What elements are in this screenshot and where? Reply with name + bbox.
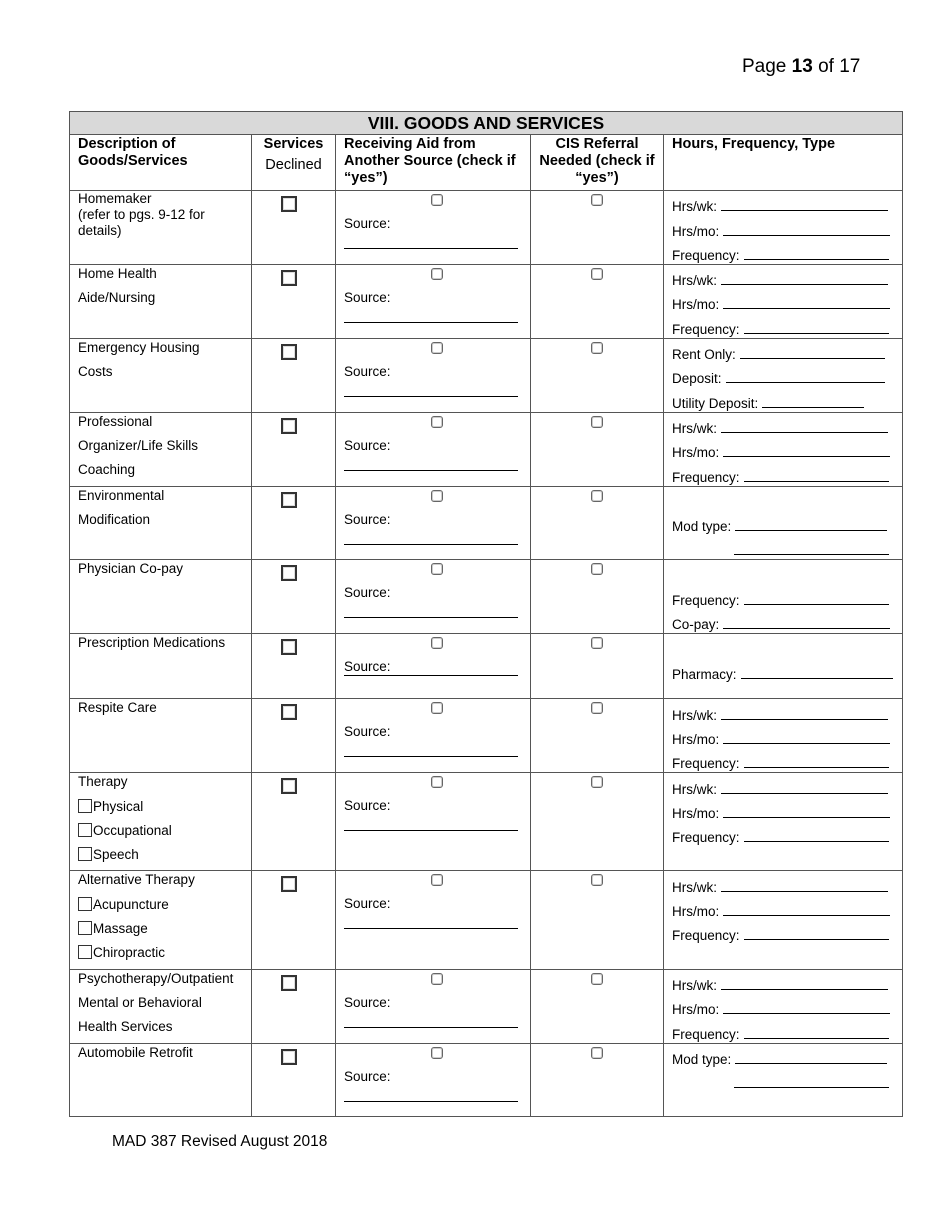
service-description	[70, 634, 252, 699]
hours-frequency-cell	[664, 634, 903, 699]
cis-referral-checkbox[interactable]	[591, 268, 603, 280]
section-title: VIII. GOODS AND SERVICES	[70, 112, 903, 135]
field-line[interactable]	[672, 609, 902, 633]
field-input-line[interactable]	[740, 358, 885, 359]
option-checkbox[interactable]	[78, 897, 92, 911]
field-input-line[interactable]	[721, 210, 888, 211]
field-line[interactable]	[672, 659, 902, 683]
source-input-line[interactable]	[344, 470, 518, 471]
source-input-line[interactable]	[344, 248, 518, 249]
sub-option[interactable]	[78, 920, 247, 944]
header-hours-frequency-type: Hours, Frequency, Type	[664, 135, 903, 191]
declined-cell	[252, 1043, 336, 1116]
receiving-aid-checkbox[interactable]	[431, 342, 443, 354]
field-input-line[interactable]	[741, 678, 893, 679]
option-label: Massage	[93, 921, 148, 937]
declined-checkbox[interactable]	[281, 778, 297, 794]
option-checkbox[interactable]	[78, 799, 92, 813]
cis-referral-cell	[531, 699, 664, 773]
field-input-line[interactable]	[723, 1013, 890, 1014]
field-line[interactable]	[672, 724, 902, 748]
description-text: Emergency Housing	[78, 339, 200, 355]
receiving-aid-cell	[336, 560, 531, 634]
cis-referral-cell	[531, 264, 664, 338]
field-line[interactable]	[672, 487, 902, 511]
field-input-line[interactable]	[734, 1087, 889, 1088]
description-text: Health Services	[78, 1019, 173, 1035]
field-label: Hrs/mo:	[672, 731, 720, 747]
service-description	[70, 486, 252, 560]
field-input-line[interactable]	[744, 939, 889, 940]
declined-cell	[252, 773, 336, 871]
field-line[interactable]	[672, 773, 902, 797]
declined-checkbox[interactable]	[281, 196, 297, 212]
receiving-aid-checkbox[interactable]	[431, 776, 443, 788]
declined-cell	[252, 634, 336, 699]
description-text: Alternative Therapy	[78, 872, 195, 888]
cis-referral-cell	[531, 412, 664, 486]
declined-cell	[252, 264, 336, 338]
field-input-line[interactable]	[721, 891, 888, 892]
field-label: Hrs/mo:	[672, 805, 720, 821]
receiving-aid-checkbox[interactable]	[431, 702, 443, 714]
field-line[interactable]	[672, 437, 902, 461]
field-label: Hrs/mo:	[672, 445, 720, 461]
form-footer: MAD 387 Revised August 2018	[112, 1133, 328, 1150]
option-checkbox[interactable]	[78, 945, 92, 959]
field-line[interactable]	[672, 363, 902, 387]
description-text: Homemaker	[78, 191, 152, 206]
field-input-line[interactable]	[726, 382, 885, 383]
header-receiving-aid: Receiving Aid from Another Source (check if “yes”)	[336, 135, 531, 191]
source-input-line[interactable]	[344, 322, 518, 323]
source-label: Source:	[344, 585, 391, 601]
field-line[interactable]	[672, 560, 902, 584]
field-label: Frequency:	[672, 756, 740, 772]
declined-checkbox[interactable]	[281, 639, 297, 655]
declined-checkbox[interactable]	[281, 704, 297, 720]
cis-referral-checkbox[interactable]	[591, 194, 603, 206]
description-text: Coaching	[78, 462, 136, 478]
sub-option[interactable]	[78, 798, 247, 822]
service-description	[70, 871, 252, 969]
field-line[interactable]	[672, 461, 902, 485]
field-label: Frequency:	[672, 593, 740, 609]
cis-referral-cell	[531, 338, 664, 412]
field-line[interactable]	[672, 413, 902, 437]
field-input-line[interactable]	[734, 554, 889, 555]
field-input-line[interactable]	[723, 743, 890, 744]
source-input-line[interactable]	[344, 928, 518, 929]
field-line[interactable]	[672, 240, 902, 264]
service-description	[70, 191, 252, 265]
field-label: Frequency:	[672, 469, 740, 485]
receiving-aid-cell	[336, 871, 531, 969]
field-input-line[interactable]	[721, 719, 888, 720]
field-line[interactable]	[672, 191, 902, 215]
field-input-line[interactable]	[744, 841, 889, 842]
description-text: Home Health	[78, 265, 157, 281]
hours-frequency-cell	[664, 264, 903, 338]
field-input-line[interactable]	[723, 235, 890, 236]
field-line[interactable]	[672, 289, 902, 313]
field-label: Frequency:	[672, 247, 740, 263]
description-text: Psychotherapy/Outpatient	[78, 970, 234, 986]
cis-referral-cell	[531, 486, 664, 560]
field-label: Hrs/wk:	[672, 879, 717, 895]
field-line[interactable]	[672, 798, 902, 822]
hours-frequency-cell	[664, 191, 903, 265]
field-label: Hrs/wk:	[672, 781, 717, 797]
source-label: Source:	[344, 994, 391, 1010]
field-line[interactable]	[672, 215, 902, 239]
field-input-line[interactable]	[744, 481, 889, 482]
source-label: Source:	[344, 289, 391, 305]
hours-frequency-cell	[664, 773, 903, 871]
receiving-aid-cell	[336, 486, 531, 560]
receiving-aid-checkbox[interactable]	[431, 268, 443, 280]
description-text: (refer to pgs. 9-12 for	[78, 207, 205, 222]
field-line[interactable]	[672, 748, 902, 772]
source-label: Source:	[344, 798, 391, 814]
field-line[interactable]	[672, 1044, 902, 1068]
source-label: Source:	[344, 437, 391, 453]
option-label: Chiropractic	[93, 945, 166, 961]
field-line[interactable]	[672, 339, 902, 363]
service-description	[70, 412, 252, 486]
declined-checkbox[interactable]	[281, 492, 297, 508]
source-label: Source:	[344, 216, 391, 231]
table-row	[70, 634, 903, 699]
field-label: Frequency:	[672, 830, 740, 846]
field-input-line[interactable]	[723, 456, 890, 457]
service-description	[70, 699, 252, 773]
table-row	[70, 560, 903, 634]
option-checkbox[interactable]	[78, 921, 92, 935]
field-input-line[interactable]	[735, 530, 887, 531]
declined-cell	[252, 412, 336, 486]
field-label: Hrs/wk:	[672, 420, 717, 436]
hours-frequency-cell	[664, 969, 903, 1043]
declined-cell	[252, 338, 336, 412]
declined-cell	[252, 871, 336, 969]
field-line[interactable]	[672, 535, 902, 559]
service-description	[70, 773, 252, 871]
hours-frequency-cell	[664, 412, 903, 486]
service-description	[70, 969, 252, 1043]
receiving-aid-checkbox[interactable]	[431, 874, 443, 886]
source-label: Source:	[344, 724, 391, 740]
field-line[interactable]	[672, 920, 902, 944]
field-input-line[interactable]	[744, 767, 889, 768]
field-line[interactable]	[672, 1018, 902, 1042]
header-description: Description of Goods/Services	[70, 135, 252, 191]
option-label: Physical	[93, 798, 144, 814]
declined-checkbox[interactable]	[281, 1049, 297, 1065]
table-row	[70, 773, 903, 871]
source-label: Source:	[344, 1068, 391, 1084]
option-label: Acupuncture	[93, 896, 169, 912]
declined-checkbox[interactable]	[281, 565, 297, 581]
hours-frequency-cell	[664, 486, 903, 560]
header-services-declined: Services Declined	[252, 135, 336, 191]
table-row	[70, 969, 903, 1043]
receiving-aid-checkbox[interactable]	[431, 1047, 443, 1059]
source-label: Source:	[344, 511, 391, 527]
field-label: Mod type:	[672, 519, 732, 535]
declined-cell	[252, 560, 336, 634]
field-label: Hrs/mo:	[672, 223, 720, 239]
source-label: Source:	[344, 363, 391, 379]
source-label: Source:	[344, 896, 391, 912]
field-input-line[interactable]	[723, 308, 890, 309]
cis-referral-cell	[531, 1043, 664, 1116]
declined-cell	[252, 486, 336, 560]
declined-checkbox[interactable]	[281, 270, 297, 286]
table-row	[70, 264, 903, 338]
service-description	[70, 1043, 252, 1116]
field-label: Hrs/mo:	[672, 1002, 720, 1018]
cis-referral-cell	[531, 871, 664, 969]
receiving-aid-cell	[336, 969, 531, 1043]
service-description	[70, 264, 252, 338]
declined-checkbox[interactable]	[281, 975, 297, 991]
receiving-aid-cell	[336, 1043, 531, 1116]
cis-referral-checkbox[interactable]	[591, 973, 603, 985]
option-label: Occupational	[93, 822, 172, 838]
field-input-line[interactable]	[744, 259, 889, 260]
description-text: Physician Co-pay	[78, 561, 184, 577]
service-description	[70, 560, 252, 634]
hours-frequency-cell	[664, 699, 903, 773]
declined-cell	[252, 969, 336, 1043]
cis-referral-checkbox[interactable]	[591, 416, 603, 428]
field-line[interactable]	[672, 265, 902, 289]
receiving-aid-checkbox[interactable]	[431, 194, 443, 206]
receiving-aid-checkbox[interactable]	[431, 563, 443, 575]
field-input-line[interactable]	[721, 432, 888, 433]
declined-cell	[252, 699, 336, 773]
receiving-aid-checkbox[interactable]	[431, 490, 443, 502]
table-row	[70, 486, 903, 560]
field-input-line[interactable]	[744, 333, 889, 334]
table-row	[70, 191, 903, 265]
source-input-line[interactable]	[344, 1101, 518, 1102]
cis-referral-cell	[531, 191, 664, 265]
receiving-aid-checkbox[interactable]	[431, 637, 443, 649]
table-row	[70, 338, 903, 412]
receiving-aid-checkbox[interactable]	[431, 416, 443, 428]
field-label: Deposit:	[672, 371, 722, 387]
receiving-aid-cell	[336, 699, 531, 773]
sub-option[interactable]	[78, 944, 247, 968]
source-input-line[interactable]	[344, 756, 518, 757]
description-text: Aide/Nursing	[78, 290, 156, 306]
source-input-line[interactable]	[344, 544, 518, 545]
cis-referral-checkbox[interactable]	[591, 776, 603, 788]
receiving-aid-cell	[336, 773, 531, 871]
option-checkbox[interactable]	[78, 823, 92, 837]
declined-checkbox[interactable]	[281, 344, 297, 360]
sub-option[interactable]	[78, 896, 247, 920]
source-input-line[interactable]	[344, 675, 518, 676]
field-input-line[interactable]	[762, 407, 864, 408]
hours-frequency-cell	[664, 871, 903, 969]
receiving-aid-cell	[336, 264, 531, 338]
description-text: Organizer/Life Skills	[78, 437, 199, 453]
option-label: Speech	[93, 847, 139, 863]
hours-frequency-cell	[664, 560, 903, 634]
field-label: Co-pay:	[672, 617, 720, 633]
sub-option[interactable]	[78, 846, 247, 870]
cis-referral-cell	[531, 560, 664, 634]
cis-referral-cell	[531, 969, 664, 1043]
description-text: Respite Care	[78, 700, 157, 716]
field-line[interactable]	[672, 822, 902, 846]
hours-frequency-cell	[664, 338, 903, 412]
description-text: Therapy	[78, 774, 128, 790]
field-input-line[interactable]	[721, 989, 888, 990]
field-label: Frequency:	[672, 321, 740, 337]
declined-checkbox[interactable]	[281, 418, 297, 434]
cis-referral-checkbox[interactable]	[591, 874, 603, 886]
field-input-line[interactable]	[744, 1038, 889, 1039]
cis-referral-cell	[531, 634, 664, 699]
field-line[interactable]	[672, 699, 902, 723]
field-input-line[interactable]	[723, 628, 890, 629]
description-text: Prescription Medications	[78, 635, 226, 651]
source-input-line[interactable]	[344, 617, 518, 618]
field-label: Hrs/wk:	[672, 707, 717, 723]
source-input-line[interactable]	[344, 830, 518, 831]
cis-referral-checkbox[interactable]	[591, 637, 603, 649]
field-label: Utility Deposit:	[672, 395, 759, 411]
page-number: Page 13 of 17	[742, 56, 861, 77]
receiving-aid-checkbox[interactable]	[431, 973, 443, 985]
option-checkbox[interactable]	[78, 847, 92, 861]
field-line[interactable]	[672, 970, 902, 994]
header-cis-referral: CIS Referral Needed (check if “yes”)	[531, 135, 664, 191]
hours-frequency-cell	[664, 1043, 903, 1116]
field-label: Frequency:	[672, 928, 740, 944]
field-label: Hrs/wk:	[672, 273, 717, 289]
description-text: Environmental	[78, 487, 165, 503]
field-label: Hrs/wk:	[672, 199, 717, 215]
goods-services-table	[69, 111, 903, 1117]
sub-option[interactable]	[78, 822, 247, 846]
description-text: Automobile Retrofit	[78, 1044, 193, 1060]
field-label: Frequency:	[672, 1026, 740, 1042]
service-description	[70, 338, 252, 412]
field-label: Hrs/wk:	[672, 977, 717, 993]
field-line[interactable]	[672, 313, 902, 337]
source-input-line[interactable]	[344, 1027, 518, 1028]
field-line[interactable]	[672, 1068, 902, 1092]
description-text: Modification	[78, 511, 151, 527]
table-row	[70, 699, 903, 773]
description-text: Mental or Behavioral	[78, 994, 202, 1010]
receiving-aid-cell	[336, 338, 531, 412]
description-text: details)	[78, 223, 122, 238]
field-line[interactable]	[672, 994, 902, 1018]
field-line[interactable]	[672, 387, 902, 411]
receiving-aid-cell	[336, 634, 531, 699]
cis-referral-checkbox[interactable]	[591, 342, 603, 354]
cis-referral-checkbox[interactable]	[591, 563, 603, 575]
cis-referral-checkbox[interactable]	[591, 1047, 603, 1059]
cis-referral-checkbox[interactable]	[591, 702, 603, 714]
receiving-aid-cell	[336, 191, 531, 265]
field-line[interactable]	[672, 871, 902, 895]
table-row	[70, 871, 903, 969]
source-input-line[interactable]	[344, 396, 518, 397]
description-text: Costs	[78, 364, 113, 380]
description-text: Professional	[78, 413, 153, 429]
field-line[interactable]	[672, 511, 902, 535]
field-input-line[interactable]	[735, 1063, 887, 1064]
cis-referral-cell	[531, 773, 664, 871]
source-label: Source:	[344, 659, 391, 675]
field-label: Hrs/mo:	[672, 904, 720, 920]
field-label: Hrs/mo:	[672, 297, 720, 313]
table-row	[70, 412, 903, 486]
field-label: Mod type:	[672, 1051, 732, 1067]
declined-checkbox[interactable]	[281, 876, 297, 892]
field-line[interactable]	[672, 585, 902, 609]
field-label: Rent Only:	[672, 347, 736, 363]
declined-cell	[252, 191, 336, 265]
field-label: Pharmacy:	[672, 666, 737, 682]
table-row	[70, 1043, 903, 1116]
field-input-line[interactable]	[721, 284, 888, 285]
cis-referral-checkbox[interactable]	[591, 490, 603, 502]
field-input-line[interactable]	[744, 604, 889, 605]
field-line[interactable]	[672, 634, 902, 658]
field-input-line[interactable]	[721, 793, 888, 794]
field-input-line[interactable]	[723, 915, 890, 916]
receiving-aid-cell	[336, 412, 531, 486]
field-line[interactable]	[672, 896, 902, 920]
field-input-line[interactable]	[723, 817, 890, 818]
